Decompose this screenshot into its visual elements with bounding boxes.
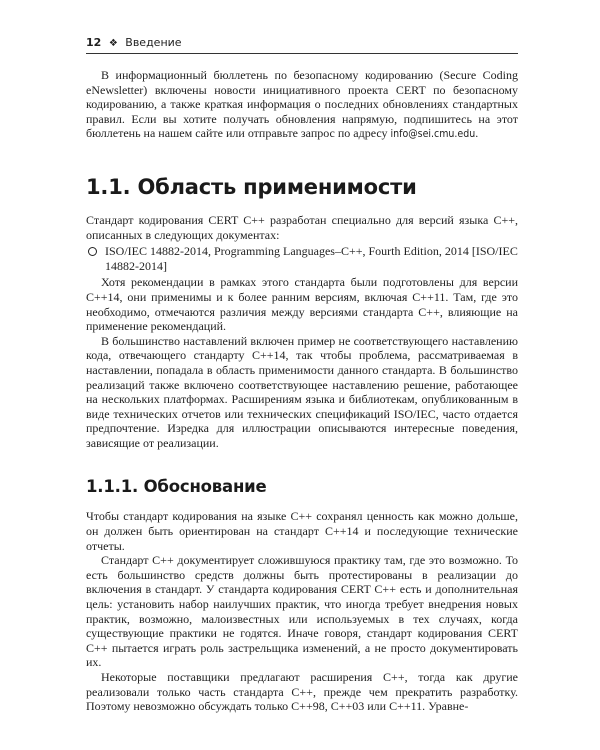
- section-lead-paragraph: Стандарт кодирования CERT C++ разработан специально для версий языка C++, описанных в следующих документах:: [86, 212, 518, 242]
- intro-text: В информационный бюллетень по безопасному кодированию (Secure Coding eNewsletter) включены новости инициативного проекта CERT по безопасному кодированию, а также краткая информация о последних обновлениях стандартных правил. Если вы хотите получать обновления напрямую, подпишитесь на этот бюллетень на нашем сайте или отправьте запрос по адресу: [86, 68, 518, 141]
- intro-end: .: [475, 126, 479, 141]
- ornament-icon: ❖: [108, 38, 118, 49]
- section-paragraph: В большинство наставлений включен пример не соответствующего наставлению кода, отвечающего стандарту C++14, так чтобы проблема, рассматриваемая в наставлении, попадала в область применимости данного стандарта. В большинство реализаций также включено соответствующее наставлению решение, работающее на нескольких платформах. Расширениям языка и библиотекам, опубликованным в виде технических отчетов или технических спецификаций ISO/IEC, часто отдается предпочтение. Изредка для иллюстрации описываются интересные поведения, зависящие от реализации.: [86, 333, 518, 450]
- section-paragraph: Хотя рекомендации в рамках этого стандарта были подготовлены для версии C++14, они применимы и к более ранним версиям, включая C++11. Там, где это необходимо, отмечаются различия между версиями стандарта C++, влияющие на применение рекомендаций.: [86, 275, 518, 334]
- running-header: [86, 34, 518, 52]
- intro-paragraph: [86, 68, 518, 142]
- email-address: info@sei.cmu.edu: [390, 128, 476, 141]
- section-heading: 1.1. Область применимости: [86, 174, 417, 199]
- subsection-paragraph: Некоторые поставщики предлагают расширения C++, тогда как другие реализовали только часть стандарта C++, прежде чем прекратить разработку. Поэтому невозможно обсуждать только C++98, C++03 или C++11. Уравне-: [86, 670, 518, 714]
- header-rule: [86, 53, 518, 54]
- page-number: 12: [86, 36, 102, 49]
- page-body: [86, 68, 518, 714]
- subsection-paragraph: Чтобы стандарт кодирования на языке C++ сохранял ценность как можно дольше, он должен быть ориентирован на стандарт C++14 и последующие технические отчеты.: [86, 509, 518, 553]
- list-item-text: ISO/IEC 14882-2014, Programming Languages–C++, Fourth Edition, 2014 [ISO/IEC 14882-2014]: [105, 244, 518, 273]
- chapter-title: Введение: [125, 36, 182, 49]
- circle-bullet-icon: [88, 247, 97, 256]
- subsection-heading: 1.1.1. Обоснование: [86, 477, 267, 497]
- list-item: [86, 244, 518, 273]
- subsection-paragraph: Стандарт C++ документирует сложившуюся практику там, где это возможно. То есть большинство средств должны быть протестированы в реализации до включения в стандарт. У стандарта кодирования CERT C++ есть и дополнительная цель: установить набор наилучших практик, что иногда требует внедрения новых практик, возможно, малоизвестных или используемых в тех случаях, когда существующие практики не годятся. Иначе говоря, стандарт кодирования CERT C++ пытается играть роль застрельщика изменений, а не просто документировать их.: [86, 553, 518, 670]
